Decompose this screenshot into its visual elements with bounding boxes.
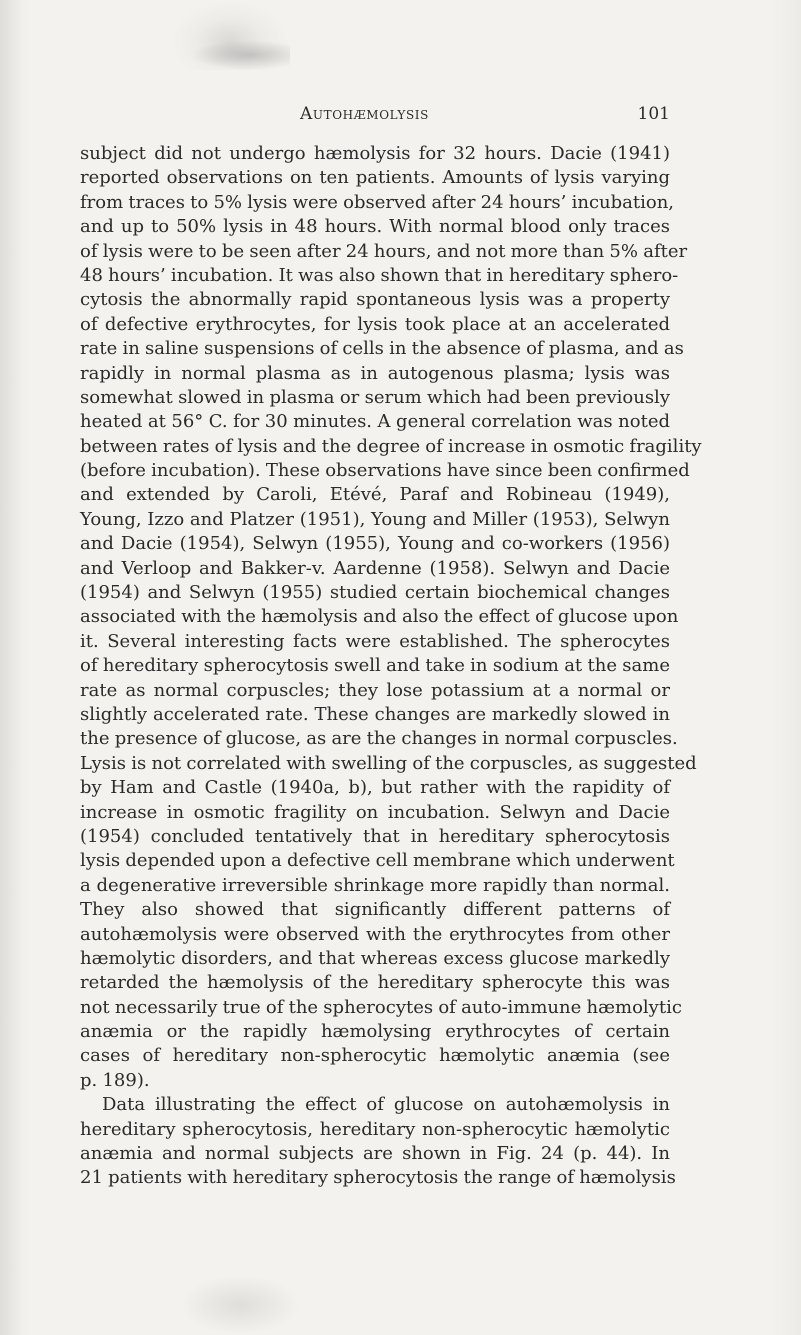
text-line: the presence of glucose, as are the changes in normal corpuscles.	[80, 728, 678, 750]
text-line: retarded the hæmolysis of the hereditary spherocyte this was	[80, 972, 670, 994]
text-line: anæmia or the rapidly hæmolysing erythrocytes of certain	[80, 1021, 670, 1043]
text-line: of lysis were to be seen after 24 hours, and not more than 5% after	[80, 240, 688, 262]
text-line: autohæmolysis were observed with the erythrocytes from other	[80, 923, 670, 945]
text-line: and up to 50% lysis in 48 hours. With normal blood only traces	[80, 216, 670, 238]
text-line: of defective erythrocytes, for lysis took place at an accelerated	[80, 313, 670, 335]
text-line: They also showed that significantly different patterns of	[80, 899, 670, 921]
paragraph-end-line: p. 189).	[80, 1069, 150, 1091]
page-header	[78, 104, 670, 132]
scan-smudge	[180, 1275, 300, 1335]
text-line: not necessarily true of the spherocytes of auto-immune hæmolytic	[80, 996, 682, 1018]
text-line: anæmia and normal subjects are shown in Fig. 24 (p. 44). In	[80, 1143, 670, 1165]
text-line: hereditary spherocytosis, hereditary non-spherocytic hæmolytic	[80, 1118, 670, 1140]
text-line: increase in osmotic fragility on incubation. Selwyn and Dacie	[80, 801, 670, 823]
text-line: (1954) and Selwyn (1955) studied certain biochemical changes	[80, 582, 670, 604]
text-line: (1954) concluded tentatively that in hereditary spherocytosis	[80, 825, 670, 847]
text-line: subject did not undergo hæmolysis for 32 hours. Dacie (1941)	[80, 143, 670, 164]
body-text	[80, 142, 702, 1191]
text-line: rate as normal corpuscles; they lose potassium at a normal or	[80, 679, 670, 701]
text-line: Lysis is not correlated with swelling of the corpuscles, as suggested	[80, 752, 697, 774]
text-line: it. Several interesting facts were established. The spherocytes	[80, 630, 670, 652]
text-line: Young, Izzo and Platzer (1951), Young and Miller (1953), Selwyn	[80, 508, 670, 530]
text-line: from traces to 5% lysis were observed after 24 hours’ incubation,	[80, 191, 675, 213]
text-line: cytosis the abnormally rapid spontaneous lysis was a property	[80, 289, 670, 311]
text-line: between rates of lysis and the degree of increase in osmotic fragility	[80, 435, 702, 457]
text-line: reported observations on ten patients. Amounts of lysis varying	[80, 167, 670, 189]
running-head: Autohæmolysis	[300, 104, 429, 124]
text-line: and Verloop and Bakker-v. Aardenne (1958). Selwyn and Dacie	[80, 557, 670, 579]
text-line: lysis depended upon a defective cell membrane which underwent	[80, 850, 675, 872]
text-line: 21 patients with hereditary spherocytosis the range of hæmolysis	[80, 1167, 676, 1189]
text-line: cases of hereditary non-spherocytic hæmolytic anæmia (see	[80, 1045, 670, 1067]
text-line: rapidly in normal plasma as in autogenous plasma; lysis was	[80, 362, 670, 384]
text-line: somewhat slowed in plasma or serum which had been previously	[80, 386, 670, 408]
text-line: and extended by Caroli, Etévé, Paraf and Robineau (1949),	[80, 484, 670, 506]
text-line: by Ham and Castle (1940a, b), but rather with the rapidity of	[80, 777, 670, 799]
text-line: associated with the hæmolysis and also the effect of glucose upon	[80, 606, 679, 628]
text-line: heated at 56° C. for 30 minutes. A general correlation was noted	[80, 411, 670, 433]
paragraph-start-line: Data illustrating the effect of glucose on autohæmolysis in	[102, 1094, 670, 1116]
scan-smudge	[190, 40, 290, 70]
text-line: hæmolytic disorders, and that whereas excess glucose markedly	[80, 947, 670, 969]
page-number: 101	[637, 104, 670, 124]
text-line: and Dacie (1954), Selwyn (1955), Young and co-workers (1956)	[80, 533, 670, 555]
text-line: 48 hours’ incubation. It was also shown that in hereditary sphero-	[80, 264, 679, 286]
text-line: slightly accelerated rate. These changes are markedly slowed in	[80, 703, 670, 725]
text-line: (before incubation). These observations have since been confirmed	[80, 460, 690, 482]
text-line: rate in saline suspensions of cells in the absence of plasma, and as	[80, 338, 684, 360]
text-line: a degenerative irreversible shrinkage more rapidly than normal.	[80, 874, 670, 896]
text-line: of hereditary spherocytosis swell and take in sodium at the same	[80, 655, 670, 677]
scan-edge-shadow	[0, 0, 22, 1335]
